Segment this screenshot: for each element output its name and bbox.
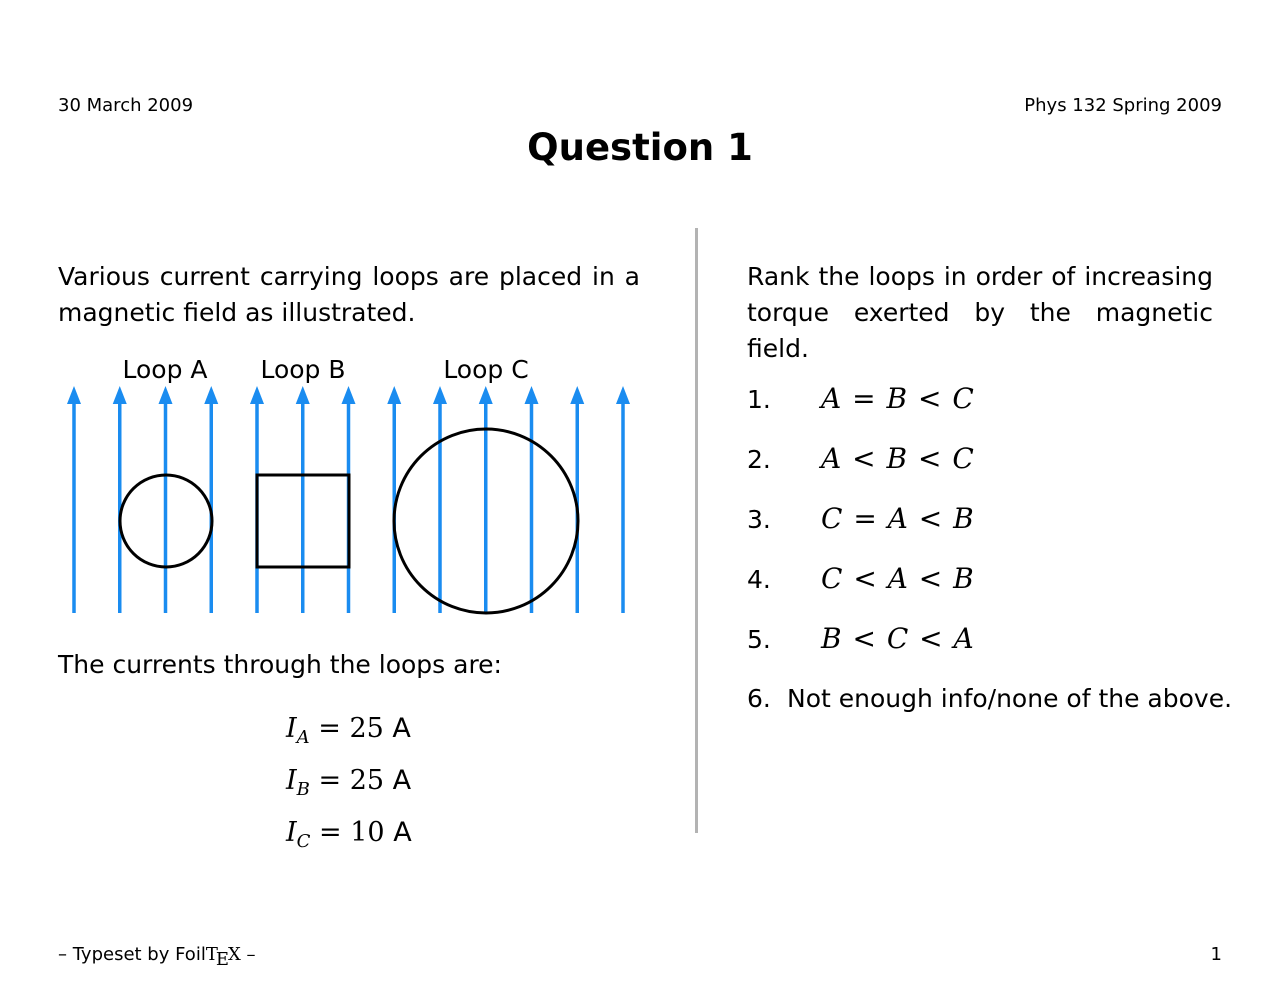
current-b-eq: = 25 [309,765,393,796]
field-arrowhead [296,386,310,404]
column-divider [695,228,698,833]
field-arrowhead [479,386,493,404]
field-arrowhead [204,386,218,404]
option-1-number: 1. [747,385,771,414]
field-arrowhead [525,386,539,404]
option-1-text: A = B < C [821,382,975,415]
header-date: 30 March 2009 [58,95,194,116]
current-a-unit: A [392,713,411,744]
option-6-text: Not enough info/none of the above. [787,684,1233,713]
current-a-symbol: I [286,713,297,744]
field-arrowhead [342,386,356,404]
option-5-number: 5. [747,625,771,654]
current-c-eq: = 10 [310,817,394,848]
current-b-sub: B [296,779,310,800]
footer-typeset-e: E [215,949,229,970]
option-3 [747,502,975,535]
current-c-sub: C [296,831,311,852]
page-title: Question 1 [527,126,753,169]
footer-typeset [58,944,256,970]
magnetic-field-figure [58,350,640,620]
option-6-number: 6. [747,684,771,713]
currents-intro-text: The currents through the loops are: [58,650,502,679]
current-c-symbol: I [286,817,297,848]
current-b-unit: A [392,765,412,796]
option-6 [747,684,1232,713]
footer-typeset-pre: – Typeset by Foil [58,944,206,965]
field-arrowhead [250,386,264,404]
option-5-text: B < C < A [821,622,975,655]
field-arrowhead [159,386,173,404]
field-arrowhead [616,386,630,404]
field-arrowhead [433,386,447,404]
footer-typeset-x: X – [227,944,256,965]
page-number: 1 [1210,944,1222,965]
loop-a-label: Loop A [122,355,208,384]
footer-typeset-t: T [205,944,218,965]
option-4-number: 4. [747,565,771,594]
field-arrowhead [113,386,127,404]
field-arrowhead [387,386,401,404]
loop-c-label: Loop C [443,355,529,384]
header-course: Phys 132 Spring 2009 [1024,95,1222,116]
loop-b-label: Loop B [260,355,346,384]
option-5 [747,622,975,655]
left-intro-text: Various current carrying loops are placed in a magnetic field as illustrated. [58,262,640,327]
current-a-sub: A [296,727,310,748]
current-b [286,765,411,800]
current-b-symbol: I [286,765,297,796]
current-c-unit: A [393,817,412,848]
option-3-text: C = A < B [821,502,975,535]
field-arrowhead [570,386,584,404]
current-a-eq: = 25 [309,713,393,744]
option-1 [747,382,975,415]
option-2-text: A < B < C [821,442,975,475]
option-2 [747,442,975,475]
option-4 [747,562,975,595]
option-2-number: 2. [747,445,771,474]
field-arrowhead [67,386,81,404]
current-c [286,817,412,852]
right-intro-text: Rank the loops in order of increasing torque exerted by the magnetic field. [747,262,1213,363]
option-3-number: 3. [747,505,771,534]
option-4-text: C < A < B [821,562,975,595]
current-a [286,713,411,748]
